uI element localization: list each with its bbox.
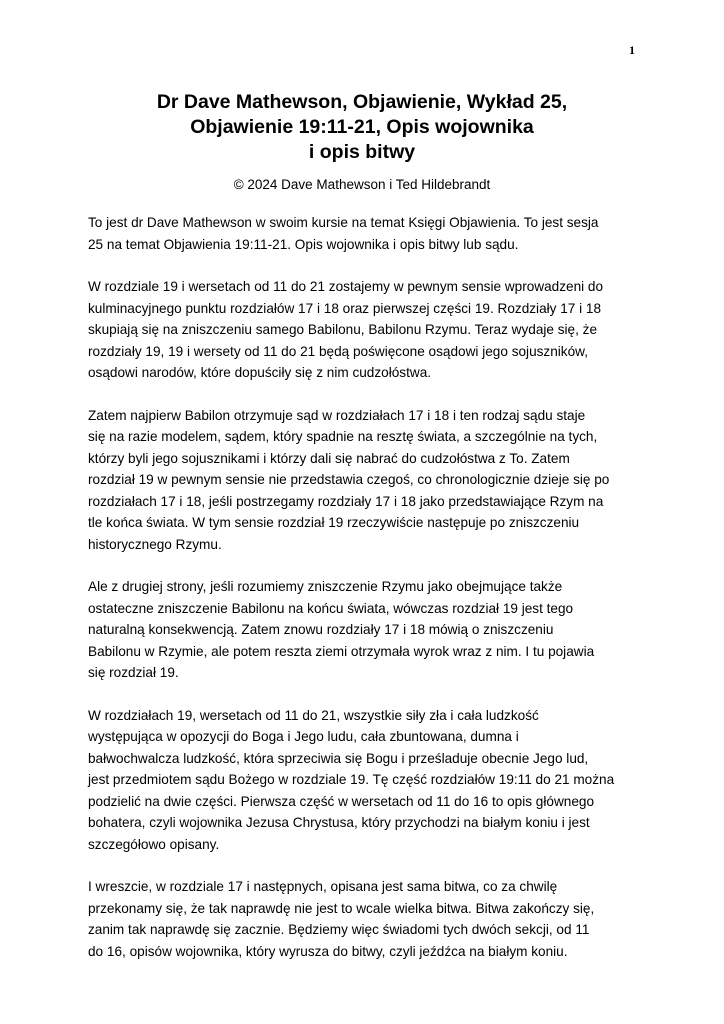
title-line: Dr Dave Mathewson, Objawienie, Wykład 25, (156, 91, 568, 113)
paragraph-2 (88, 276, 638, 384)
document-body (88, 212, 638, 983)
text-line: rozdział 19 w pewnym sensie nie przedstawia czegoś, co chronologicznie dzieje się po (88, 472, 610, 487)
text-line: do 16, opisów wojownika, który wyrusza do bitwy, czyli jeźdźca na białym koniu. (88, 943, 568, 959)
text-line: rozdziały 19, 19 i wersety od 11 do 21 będą poświęcone osądowi jego sojuszników, (88, 343, 589, 359)
text-line: którzy byli jego sojusznikami i którzy dali się nabrać do cudzołóstwa z To. Zatem (88, 450, 570, 466)
paragraph-6 (88, 876, 638, 962)
text-line: kulminacyjnego punktu rozdziałów 17 i 18 oraz pierwszej części 19. Rozdziały 17 i 18 (88, 300, 602, 316)
text-line: podzielić na dwie części. Pierwsza część w wersetach od 11 do 16 to opis głównego (88, 793, 595, 809)
text-line: osądowi narodów, które dopuściły się z nim cudzołóstwa. (88, 365, 432, 380)
text-line: ostateczne zniszczenie Babilonu na końcu świata, wówczas rozdział 19 jest tego (88, 600, 574, 616)
text-line: W rozdziale 19 i wersetach od 11 do 21 zostajemy w pewnym sensie wprowadzeni do (88, 279, 604, 294)
text-line: szczegółowo opisany. (88, 836, 220, 852)
text-line: jest przedmiotem sądu Bożego w rozdziale 19. Tę część rozdziałów 19:11 do 21 można (88, 772, 615, 787)
text-line: 25 na temat Objawienia 19:11-21. Opis wojownika i opis bitwy lub sądu. (88, 236, 519, 252)
text-line: bohatera, czyli wojownika Jezusa Chrystusa, który przychodzi na białym koniu i jest (88, 815, 590, 830)
text-line: przekonamy się, że tak naprawdę nie jest to wcale wielka bitwa. Bitwa zakończy się, (88, 900, 595, 916)
text-line: Zatem najpierw Babilon otrzymuje sąd w rozdziałach 17 i 18 i ten rodzaj sądu staje (88, 407, 586, 423)
text-line: występująca w opozycji do Boga i Jego ludu, cała zbuntowana, dumna i (88, 729, 519, 744)
paragraph-4 (88, 576, 638, 684)
paragraph-5 (88, 705, 638, 856)
text-line: skupiają się na zniszczeniu samego Babilonu, Babilonu Rzymu. Teraz wydaje się, że (88, 322, 598, 337)
text-line: historycznego Rzymu. (88, 536, 222, 552)
text-line: się na razie modelem, sądem, który spadnie na resztę świata, a szczególnie na tych, (88, 429, 598, 444)
copyright-notice: © 2024 Dave Mathewson i Ted Hildebrandt (233, 177, 491, 192)
text-line: rozdziałach 17 i 18, jeśli postrzegamy rozdziały 17 i 18 jako przedstawiające Rzym na (88, 493, 604, 509)
text-line: bałwochwalcza ludzkość, która sprzeciwia się Bogu i prześladuje obecnie Jego lud, (88, 750, 589, 766)
title-line: Objawienie 19:11-21, Opis wojownika (190, 116, 534, 138)
document-title (88, 90, 636, 165)
title-line: i opis bitwy (308, 141, 416, 163)
text-line: naturalną konsekwencją. Zatem znowu rozdziały 17 i 18 mówią o zniszczeniu (88, 622, 554, 637)
paragraph-1 (88, 212, 638, 255)
text-line: zanim tak naprawdę się zacznie. Będziemy więc świadomi tych dwóch sekcji, od 11 (88, 922, 590, 937)
text-line: Ale z drugiej strony, jeśli rozumiemy zniszczenie Rzymu jako obejmujące także (88, 579, 563, 594)
text-line: To jest dr Dave Mathewson w swoim kursie na temat Księgi Objawienia. To jest sesja (88, 215, 599, 230)
text-line: tle końca świata. W tym sensie rozdział 19 rzeczywiście następuje po zniszczeniu (88, 515, 580, 530)
paragraph-3 (88, 405, 638, 556)
page-number: 1 (629, 43, 635, 57)
text-line: W rozdziałach 19, wersetach od 11 do 21, wszystkie siły zła i cała ludzkość (88, 707, 539, 723)
text-line: I wreszcie, w rozdziale 17 i następnych, opisana jest sama bitwa, co za chwilę (88, 879, 558, 894)
text-line: Babilonu w Rzymie, ale potem reszta ziemi otrzymała wyrok wraz z nim. I tu pojawia (88, 643, 595, 659)
text-line: się rozdział 19. (88, 665, 179, 680)
